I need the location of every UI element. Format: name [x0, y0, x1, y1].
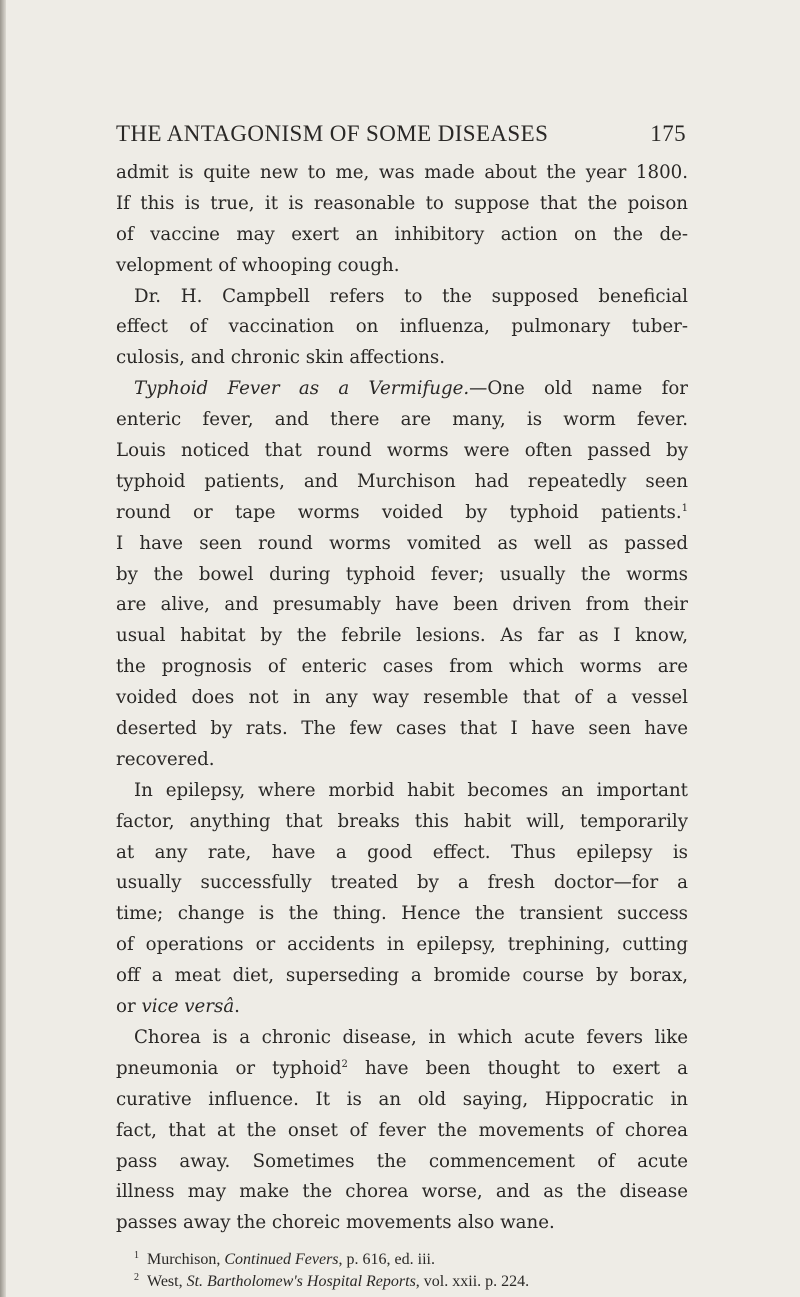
- text-line: deserted by rats. The few cases that I have seen have: [116, 718, 688, 740]
- section-heading: Typhoid Fever as a Vermifuge.: [134, 378, 470, 400]
- text-line: are alive, and presumably have been driven from their: [116, 594, 688, 616]
- text-line: usual habitat by the febrile lesions. As far as I know,: [116, 625, 688, 647]
- page-number: 175: [650, 121, 686, 146]
- text-line: recovered.: [116, 748, 215, 770]
- text-line: Louis noticed that round worms were often passed by: [116, 440, 688, 462]
- page-body: [116, 158, 688, 1289]
- text-line: admit is quite new to me, was made about the year 1800.: [116, 162, 688, 183]
- text-line: Dr. H. Campbell refers to the supposed beneficial: [134, 285, 688, 307]
- text-line: or vice versâ.: [116, 996, 240, 1018]
- text-line: pass away. Sometimes the commencement of acute: [116, 1150, 688, 1172]
- text-line: round or tape worms voided by typhoid patients.$^1$: [116, 501, 688, 523]
- text-line: of vaccine may exert an inhibitory action on the de-: [116, 223, 688, 245]
- text-line: off a meat diet, superseding a bromide course by borax,: [116, 965, 688, 987]
- text-line: I have seen round worms vomited as well as passed: [116, 532, 688, 554]
- text-line: passes away the choreic movements also wane.: [116, 1212, 555, 1234]
- text-line: fact, that at the onset of fever the movements of chorea: [116, 1119, 688, 1141]
- text-line: pneumonia or typhoid$^2$ have been thought to exert a: [116, 1057, 688, 1079]
- text-line: illness may make the chorea worse, and as the disease: [116, 1181, 688, 1203]
- text-line: curative influence. It is an old saying, Hippocratic in: [116, 1088, 688, 1110]
- footnote-ref-2: 2: [341, 1058, 348, 1070]
- running-head: THE ANTAGONISM OF SOME DISEASES: [116, 121, 549, 146]
- footnotes: [116, 1245, 688, 1289]
- footnote: $^2$ West, St. Bartholomew's Hospital Reports, vol. xxii. p. 224.: [134, 1272, 530, 1291]
- text-line: effect of vaccination on influenza, pulmonary tuber-: [116, 316, 688, 338]
- text-line: culosis, and chronic skin affections.: [116, 347, 446, 369]
- text-line: of operations or accidents in epilepsy, trephining, cutting: [116, 934, 688, 956]
- text-line: by the bowel during typhoid fever; usually the worms: [116, 563, 688, 585]
- text-line: Typhoid Fever as a Vermifuge.—One old name for: [134, 378, 688, 400]
- text-line: If this is true, it is reasonable to suppose that the poison: [116, 192, 688, 214]
- text-line: usually successfully treated by a fresh doctor—for a: [116, 872, 688, 894]
- page-header: [116, 121, 686, 147]
- text-line: the prognosis of enteric cases from which worms are: [116, 656, 688, 678]
- text-line: In epilepsy, where morbid habit becomes an important: [134, 779, 688, 801]
- text-line: at any rate, have a good effect. Thus epilepsy is: [116, 841, 688, 863]
- footnote: $^1$ Murchison, Continued Fevers, p. 616, ed. iii.: [134, 1250, 435, 1269]
- text-line: velopment of whooping cough.: [116, 254, 400, 276]
- text-line: typhoid patients, and Murchison had repeatedly seen: [116, 470, 688, 492]
- text-line: voided does not in any way resemble that of a vessel: [116, 687, 688, 709]
- text-line: time; change is the thing. Hence the transient success: [116, 903, 688, 925]
- footnote-ref-1: 1: [681, 502, 688, 514]
- text-line: enteric fever, and there are many, is worm fever.: [116, 409, 688, 431]
- page-binding-edge: [0, 0, 6, 1297]
- text-line: Chorea is a chronic disease, in which acute fevers like: [134, 1026, 688, 1048]
- text-line: factor, anything that breaks this habit will, temporarily: [116, 810, 688, 832]
